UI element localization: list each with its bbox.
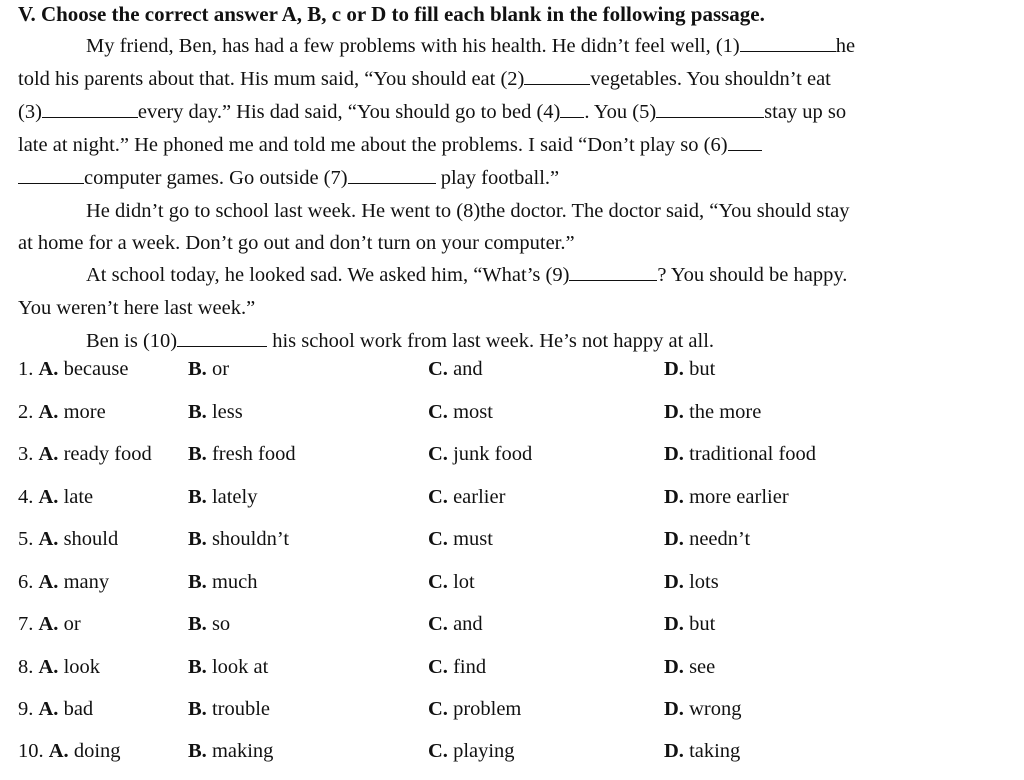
blank-5[interactable] — [656, 99, 764, 118]
option-d[interactable] — [664, 656, 715, 679]
option-letter: D. — [664, 358, 684, 380]
option-d[interactable] — [664, 486, 789, 509]
option-letter: C. — [428, 698, 448, 720]
option-text: more earlier — [689, 486, 789, 508]
option-letter: D. — [664, 656, 684, 678]
option-d[interactable] — [664, 613, 715, 636]
option-text: lately — [211, 486, 258, 508]
question-number: 1. — [18, 358, 34, 380]
option-letter: C. — [428, 401, 448, 423]
passage-text: ? You should be happy. — [657, 264, 848, 286]
option-text: fresh food — [211, 443, 296, 465]
option-letter: D. — [664, 571, 684, 593]
option-text: trouble — [211, 698, 271, 720]
option-letter: B. — [188, 443, 207, 465]
option-c[interactable] — [428, 401, 493, 424]
question-row — [0, 443, 1024, 483]
option-text: shouldn’t — [211, 528, 290, 550]
question-row — [0, 528, 1024, 568]
option-b[interactable] — [188, 443, 296, 466]
option-letter: A. — [38, 613, 59, 635]
passage-text: he — [835, 35, 856, 57]
option-d[interactable] — [664, 443, 816, 466]
blank-1[interactable] — [740, 33, 836, 52]
option-c[interactable] — [428, 486, 505, 509]
option-a[interactable] — [18, 698, 93, 721]
option-a[interactable] — [18, 486, 93, 509]
option-text: so — [211, 613, 231, 635]
option-text: late — [63, 486, 94, 508]
option-letter: D. — [664, 401, 684, 423]
option-letter: D. — [664, 528, 684, 550]
option-text: or — [211, 358, 230, 380]
question-row — [0, 571, 1024, 611]
option-letter: C. — [428, 613, 448, 635]
passage-line-5 — [18, 164, 559, 192]
passage-text: At school today, he looked sad. We asked him, “What’s (9) — [86, 264, 570, 286]
option-text: and — [453, 613, 483, 635]
passage-text: Ben is (10) — [86, 330, 178, 352]
option-c[interactable] — [428, 613, 483, 636]
option-letter: B. — [188, 740, 207, 762]
option-letter: C. — [428, 571, 448, 593]
option-letter: C. — [428, 656, 448, 678]
option-letter: A. — [38, 656, 59, 678]
option-text: or — [63, 613, 81, 635]
passage-text: at home for a week. Don’t go out and don’t turn on your computer.” — [18, 232, 575, 254]
passage-text: every day.” His dad said, “You should go to bed (4) — [137, 101, 561, 123]
passage-text: stay up so — [764, 101, 847, 123]
question-number: 7. — [18, 613, 34, 635]
option-text: but — [689, 613, 716, 635]
option-a[interactable] — [18, 443, 152, 466]
option-letter: B. — [188, 528, 207, 550]
question-row — [0, 613, 1024, 653]
question-number: 8. — [18, 656, 34, 678]
option-letter: B. — [188, 358, 207, 380]
passage-line-10 — [86, 327, 714, 355]
option-text: much — [211, 571, 258, 593]
option-text: more — [63, 401, 106, 423]
option-text: because — [63, 358, 129, 380]
blank-4[interactable] — [560, 99, 584, 118]
option-c[interactable] — [428, 571, 475, 594]
option-a[interactable] — [18, 358, 128, 381]
option-letter: D. — [664, 486, 684, 508]
option-letter: A. — [38, 401, 59, 423]
question-row — [0, 698, 1024, 738]
option-letter: B. — [188, 698, 207, 720]
option-d[interactable] — [664, 571, 719, 594]
option-letter: B. — [188, 401, 207, 423]
passage-line-8 — [86, 261, 847, 289]
option-a[interactable] — [18, 656, 100, 679]
passage-text: play football.” — [440, 167, 560, 189]
option-letter: B. — [188, 656, 207, 678]
option-text: taking — [689, 740, 741, 762]
blank-6a[interactable] — [728, 132, 762, 151]
option-letter: C. — [428, 486, 448, 508]
passage-line-4 — [18, 131, 762, 159]
option-b[interactable] — [188, 698, 270, 721]
question-row — [0, 656, 1024, 696]
blank-10[interactable] — [177, 328, 267, 347]
option-text: should — [63, 528, 119, 550]
option-a[interactable] — [18, 571, 109, 594]
option-text: ready food — [63, 443, 152, 465]
option-letter: D. — [664, 613, 684, 635]
blank-2[interactable] — [524, 66, 590, 85]
option-text: look at — [211, 656, 269, 678]
question-row — [0, 401, 1024, 441]
option-letter: A. — [38, 528, 59, 550]
option-text: must — [453, 528, 493, 550]
option-letter: B. — [188, 613, 207, 635]
option-a[interactable] — [18, 613, 81, 636]
option-c[interactable] — [428, 698, 521, 721]
option-letter: A. — [38, 571, 59, 593]
passage-text: vegetables. You shouldn’t eat — [590, 68, 831, 90]
passage-line-7 — [18, 229, 575, 257]
option-text: find — [453, 656, 487, 678]
option-text: most — [453, 401, 493, 423]
option-a[interactable] — [18, 528, 118, 551]
passage-line-3 — [18, 98, 846, 126]
option-letter: A. — [38, 358, 59, 380]
question-row — [0, 358, 1024, 398]
option-c[interactable] — [428, 656, 486, 679]
question-row — [0, 740, 1024, 780]
option-b[interactable] — [188, 528, 289, 551]
passage-text: You weren’t here last week.” — [18, 297, 256, 319]
option-letter: B. — [188, 571, 207, 593]
option-text: lot — [453, 571, 475, 593]
passage-line-9 — [18, 294, 255, 322]
option-text: many — [63, 571, 110, 593]
option-text: junk food — [453, 443, 533, 465]
option-letter: C. — [428, 528, 448, 550]
option-b[interactable] — [188, 401, 243, 424]
question-number: 5. — [18, 528, 34, 550]
passage-text: told his parents about that. His mum said, “You should eat (2) — [18, 68, 525, 90]
option-b[interactable] — [188, 740, 273, 763]
blank-3[interactable] — [42, 99, 138, 118]
passage-line-6 — [86, 197, 850, 225]
passage-text: computer games. Go outside (7) — [84, 167, 348, 189]
option-text: less — [211, 401, 243, 423]
option-b[interactable] — [188, 571, 257, 594]
option-c[interactable] — [428, 528, 493, 551]
exercise-heading: V. Choose the correct answer A, B, c or D to fill each blank in the following passage. — [18, 2, 765, 26]
option-text: doing — [73, 740, 121, 762]
passage-text: . You (5) — [584, 101, 657, 123]
option-letter: C. — [428, 740, 448, 762]
option-text: and — [453, 358, 483, 380]
option-d[interactable] — [664, 358, 715, 381]
passage-text: his school work from last week. He’s not happy at all. — [272, 330, 715, 352]
option-c[interactable] — [428, 358, 483, 381]
option-text: bad — [63, 698, 94, 720]
option-b[interactable] — [188, 613, 230, 636]
option-d[interactable] — [664, 740, 740, 763]
option-c[interactable] — [428, 740, 515, 763]
option-letter: A. — [48, 740, 69, 762]
option-text: making — [211, 740, 274, 762]
question-number: 6. — [18, 571, 34, 593]
option-text: the more — [689, 401, 762, 423]
option-letter: C. — [428, 443, 448, 465]
option-letter: D. — [664, 698, 684, 720]
passage-line-1 — [86, 32, 855, 60]
blank-9[interactable] — [569, 262, 657, 281]
passage-text: late at night.” He phoned me and told me about the problems. I said “Don’t play so (6) — [18, 134, 728, 156]
option-letter: C. — [428, 358, 448, 380]
question-number: 10. — [18, 740, 44, 762]
option-a[interactable] — [18, 401, 106, 424]
blank-6b[interactable] — [18, 165, 84, 184]
option-d[interactable] — [664, 698, 741, 721]
passage-line-2 — [18, 65, 831, 93]
question-number: 9. — [18, 698, 34, 720]
question-number: 2. — [18, 401, 34, 423]
option-letter: B. — [188, 486, 207, 508]
option-text: but — [689, 358, 716, 380]
option-text: see — [689, 656, 716, 678]
option-d[interactable] — [664, 401, 761, 424]
option-letter: D. — [664, 740, 684, 762]
option-letter: A. — [38, 443, 59, 465]
passage-text: He didn’t go to school last week. He went to (8)the doctor. The doctor said, “You should stay — [86, 200, 850, 222]
option-text: traditional food — [689, 443, 817, 465]
option-text: wrong — [689, 698, 742, 720]
blank-7[interactable] — [348, 165, 436, 184]
option-b[interactable] — [188, 358, 229, 381]
question-row — [0, 486, 1024, 526]
option-b[interactable] — [188, 656, 268, 679]
option-a[interactable] — [18, 740, 121, 763]
passage-text: My friend, Ben, has had a few problems with his health. He didn’t feel well, (1) — [86, 35, 740, 57]
option-c[interactable] — [428, 443, 532, 466]
question-number: 4. — [18, 486, 34, 508]
option-text: playing — [453, 740, 515, 762]
option-b[interactable] — [188, 486, 257, 509]
option-text: problem — [453, 698, 522, 720]
option-text: needn’t — [689, 528, 751, 550]
passage-text: (3) — [18, 101, 42, 123]
option-letter: D. — [664, 443, 684, 465]
option-text: look — [63, 656, 101, 678]
option-text: lots — [689, 571, 719, 593]
question-number: 3. — [18, 443, 34, 465]
option-text: earlier — [453, 486, 506, 508]
option-letter: A. — [38, 486, 59, 508]
option-d[interactable] — [664, 528, 750, 551]
option-letter: A. — [38, 698, 59, 720]
